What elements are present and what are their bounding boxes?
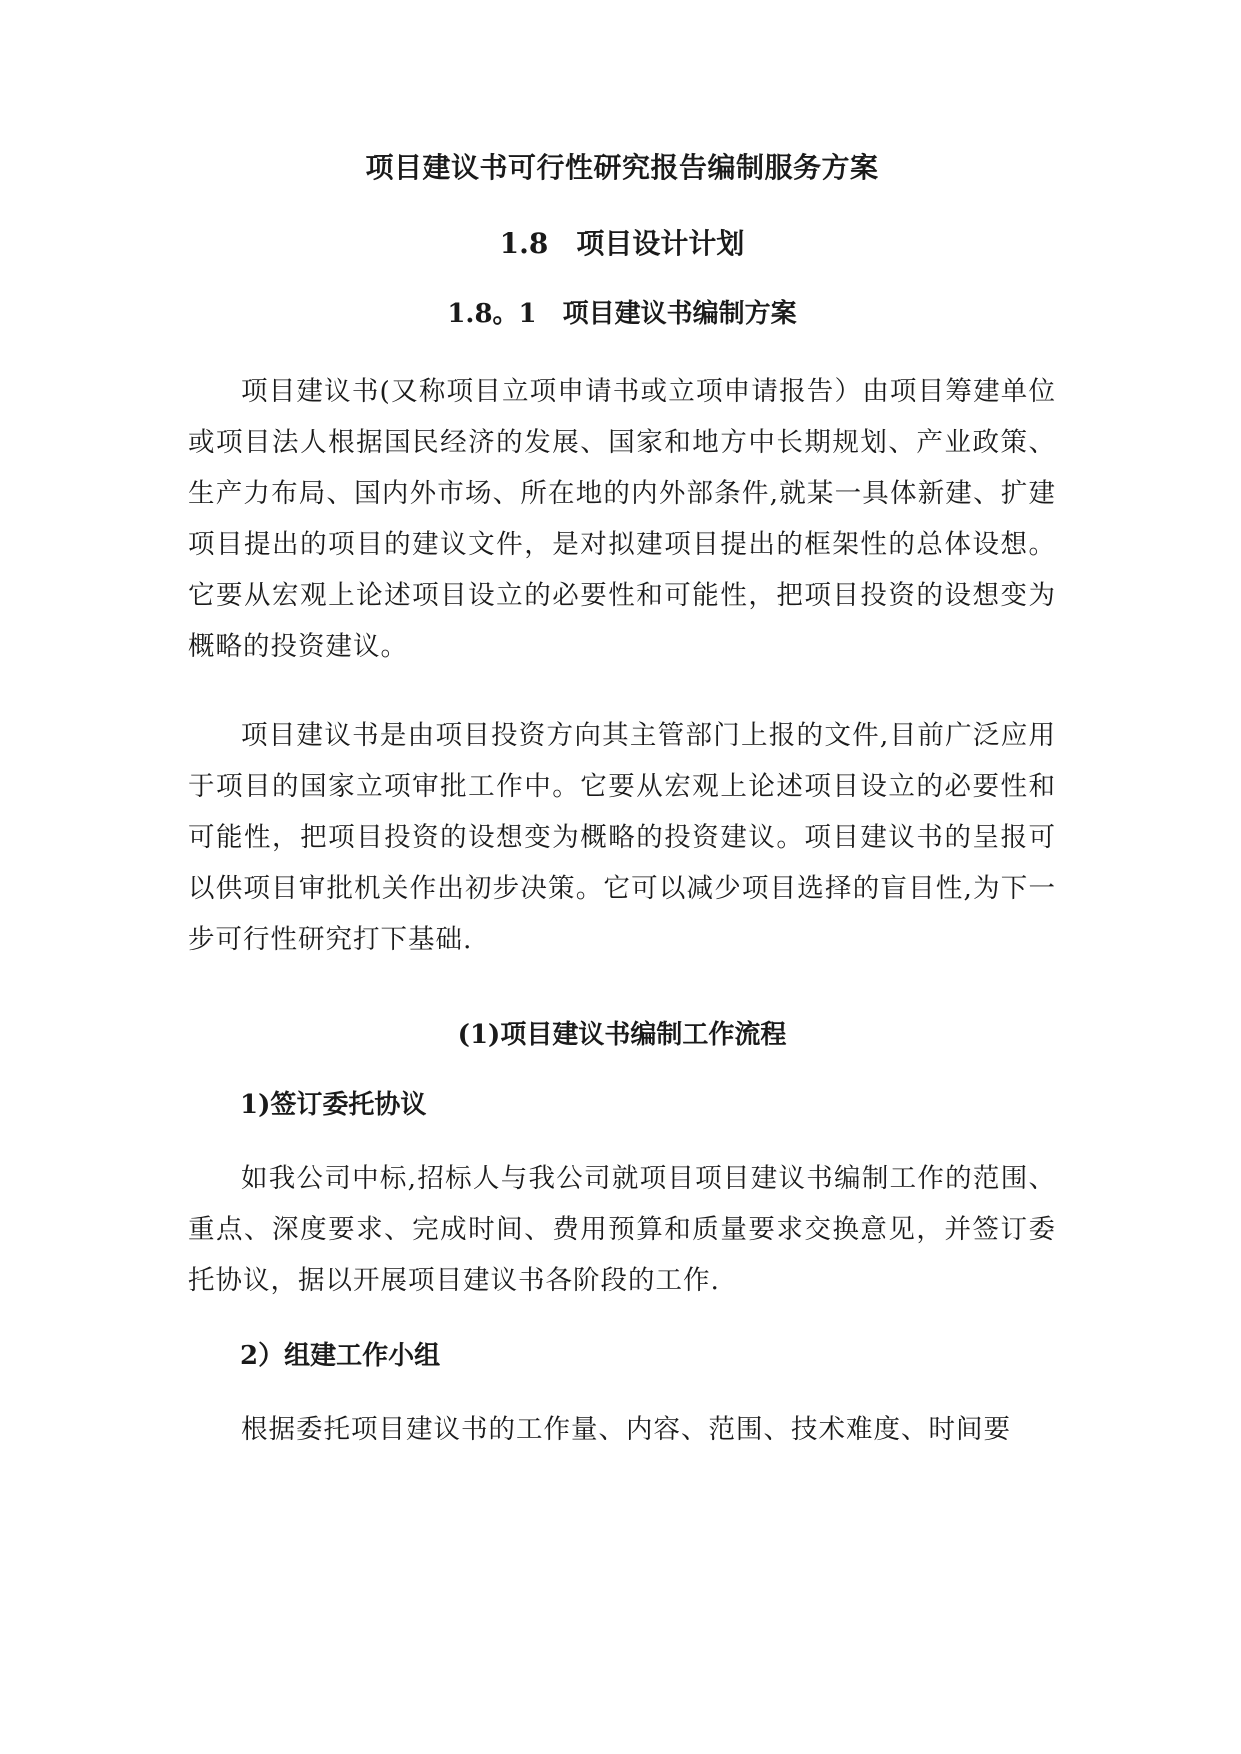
- document-page: [188, 150, 1056, 1455]
- document-title: 项目建议书可行性研究报告编制服务方案: [365, 151, 879, 184]
- paragraph-form-team: 根据委托项目建议书的工作量、内容、范围、技术难度、时间要: [241, 1414, 1011, 1445]
- step-heading-form-team: 2）组建工作小组: [240, 1341, 441, 1371]
- paragraph-intro: 项目建议书(又称项目立项申请书或立项申请报告）由项目筹建单位或项目法人根据国民经济的发展、国家和地方中长期规划、产业政策、生产力布局、国内外市场、所在地的内外部条件,就某一具体新建、扩建项目提出的项目的建议文件，是对拟建项目提出的框架性的总体设想。它要从宏观上论述项目设立的必要性和可能性，把项目投资的设想变为概略的投资建议。: [188, 376, 1056, 662]
- step-heading-sign-agreement: 1)签订委托协议: [240, 1090, 427, 1120]
- paragraph-sign-agreement: 如我公司中标,招标人与我公司就项目项目建议书编制工作的范围、重点、深度要求、完成时间、费用预算和质量要求交换意见，并签订委托协议，据以开展项目建议书各阶段的工作.: [188, 1163, 1056, 1296]
- subsection-heading: 1.8。1 项目建议书编制方案: [447, 299, 797, 329]
- section-heading: 1.8 项目设计计划: [499, 227, 745, 260]
- paragraph-purpose: 项目建议书是由项目投资方向其主管部门上报的文件,目前广泛应用于项目的国家立项审批工作中。它要从宏观上论述项目设立的必要性和可能性，把项目投资的设想变为概略的投资建议。项目建议书的呈报可以供项目审批机关作出初步决策。它可以减少项目选择的盲目性,为下一步可行性研究打下基础.: [188, 720, 1056, 955]
- workflow-heading: (1)项目建议书编制工作流程: [457, 1020, 787, 1050]
